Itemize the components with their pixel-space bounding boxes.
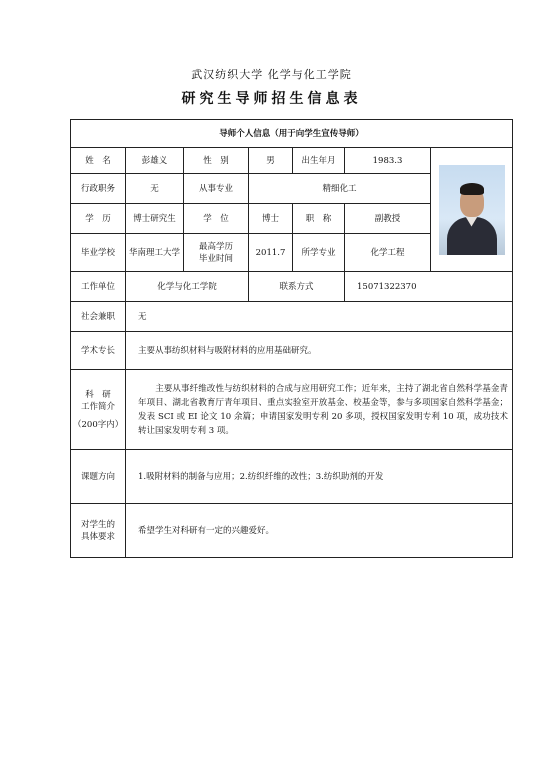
work-unit-value: 化学与化工学院 bbox=[126, 272, 249, 302]
position-value: 无 bbox=[126, 174, 184, 204]
education-label: 学 历 bbox=[71, 204, 126, 234]
portrait-photo bbox=[439, 165, 505, 255]
grad-time-value: 2011.7 bbox=[249, 234, 293, 272]
gender-value: 男 bbox=[249, 148, 293, 174]
education-value: 博士研究生 bbox=[126, 204, 184, 234]
birth-label: 出生年月 bbox=[293, 148, 345, 174]
section-title: 导师个人信息（用于向学生宣传导师） bbox=[71, 120, 513, 148]
specialty-label: 从事专业 bbox=[184, 174, 249, 204]
recruitment-info-table bbox=[70, 119, 513, 558]
research-label-line3: （200字内） bbox=[73, 419, 124, 430]
requirements-label-line2: 具体要求 bbox=[80, 531, 115, 542]
research-label-line2: 工作简介 bbox=[80, 401, 115, 412]
title-label: 职 称 bbox=[293, 204, 345, 234]
photo-cell bbox=[431, 148, 513, 272]
expertise-value: 主要从事纺织材料与吸附材料的应用基础研究。 bbox=[126, 332, 513, 370]
degree-label: 学 位 bbox=[184, 204, 249, 234]
contact-value: 15071322370 bbox=[345, 272, 513, 302]
name-value: 彭雄义 bbox=[126, 148, 184, 174]
research-label-line1: 科 研 bbox=[85, 389, 111, 400]
specialty-value: 精细化工 bbox=[249, 174, 431, 204]
photo-hair bbox=[460, 183, 484, 195]
name-label: 姓 名 bbox=[71, 148, 126, 174]
social-label: 社会兼职 bbox=[71, 302, 126, 332]
topics-label: 课题方向 bbox=[71, 450, 126, 504]
major-value: 化学工程 bbox=[345, 234, 431, 272]
birth-value: 1983.3 bbox=[345, 148, 431, 174]
requirements-value: 希望学生对科研有一定的兴趣爱好。 bbox=[126, 504, 513, 558]
expertise-label: 学术专长 bbox=[71, 332, 126, 370]
grad-time-label: 最高学历 毕业时间 bbox=[184, 234, 249, 272]
university-college-header: 武汉纺织大学 化学与化工学院 bbox=[191, 68, 352, 81]
position-label: 行政职务 bbox=[71, 174, 126, 204]
requirements-label bbox=[71, 504, 126, 558]
school-label: 毕业学校 bbox=[71, 234, 126, 272]
topics-value: 1.吸附材料的制备与应用；2.纺织纤维的改性；3.纺织助剂的开发 bbox=[126, 450, 513, 504]
research-value: 主要从事纤维改性与纺织材料的合成与应用研究工作；近年来，主持了湖北省自然科学基金青年项目、湖北省教育厅青年项目、重点实验室开放基金、校基金等，参与多项国家自然科学基金；发表 SCI 或 EI 论文 10 余篇；申请国家发明专利 20 多项，授权国家发明专利 10 项，成功技术转让国家发明专利 3 项。 bbox=[126, 370, 513, 450]
form-title: 研究生导师招生信息表 bbox=[181, 91, 362, 107]
contact-label: 联系方式 bbox=[249, 272, 345, 302]
major-label: 所学专业 bbox=[293, 234, 345, 272]
research-label bbox=[71, 370, 126, 450]
school-value: 华南理工大学 bbox=[126, 234, 184, 272]
work-unit-label: 工作单位 bbox=[71, 272, 126, 302]
social-value: 无 bbox=[126, 302, 513, 332]
title-value: 副教授 bbox=[345, 204, 431, 234]
gender-label: 性 别 bbox=[184, 148, 249, 174]
requirements-label-line1: 对学生的 bbox=[80, 519, 115, 530]
degree-value: 博士 bbox=[249, 204, 293, 234]
